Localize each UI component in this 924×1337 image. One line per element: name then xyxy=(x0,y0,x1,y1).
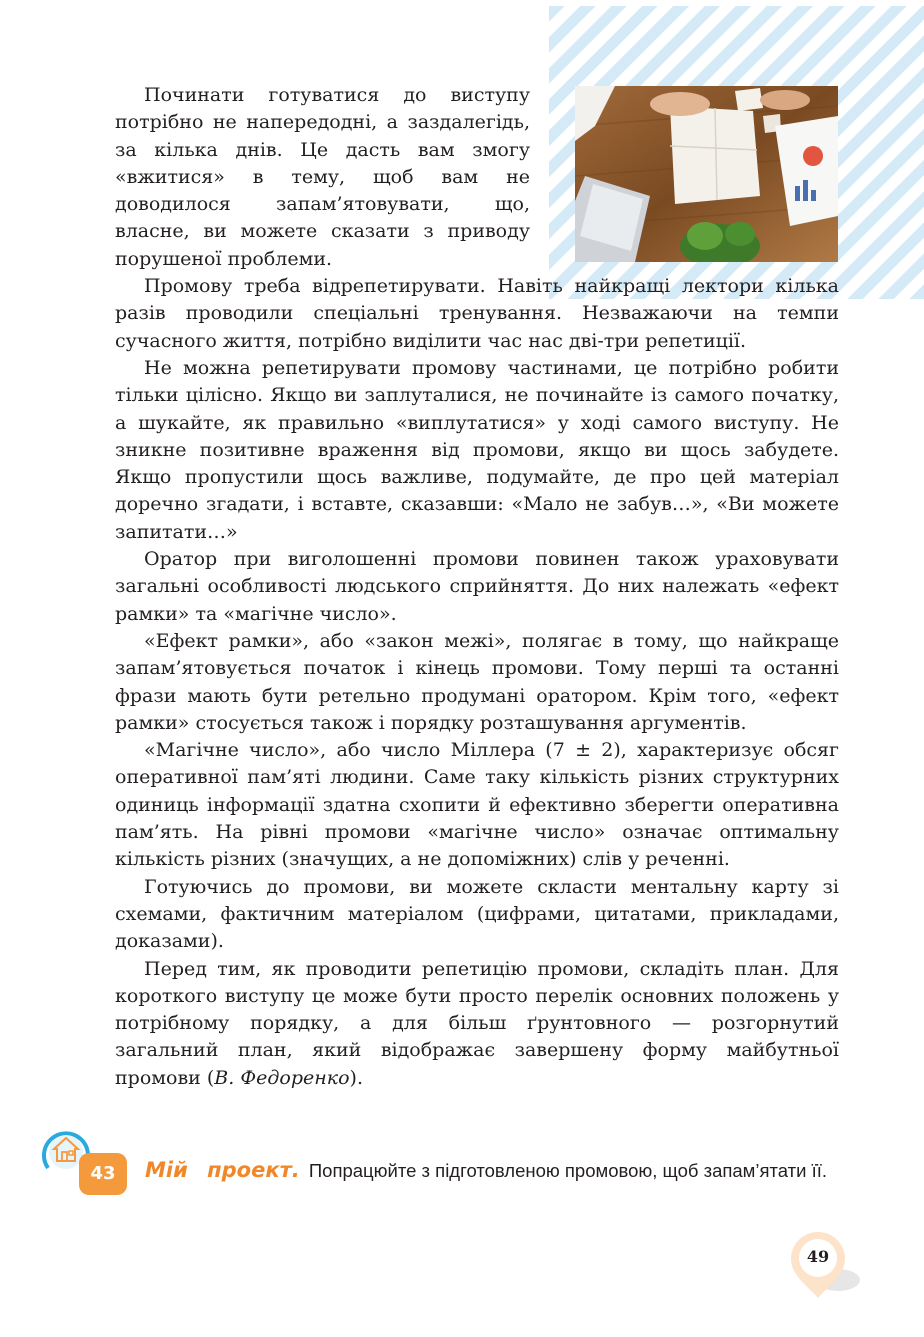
paragraph-text: Промову треба відрепетирувати. Навіть найкращі лектори кілька разів проводили спеціальні тренування. Незважаючи на темпи сучасного життя, потрібно виділити час нас дві-три репетиції. xyxy=(115,275,839,352)
paragraph xyxy=(115,956,839,1092)
paragraph: Не можна репетирувати промову частинами, це потрібно робити тільки цілісно. Якщо ви заплуталися, не починайте із самого початку, а шукайте, як правильно «виплутатися» у ході самого виступу. Не зникне позитивне враження від промови, якщо ви щось забудете. Якщо пропустили щось важливе, подумайте, де про цей матеріал доречно згадати, і вставте, сказавши: «Мало не забув…», «Ви можете запитати…» xyxy=(115,356,839,543)
paragraph-text: Перед тим, як проводити репетицію промови, складіть план. Для короткого виступу це може бути просто перелік основних положень у потрібному порядку, а для більш ґрунтовного — розгорнутий загальний план, який відображає завершену форму майбутньої промови ( xyxy=(115,957,839,1089)
project-description: Попрацюйте з підготовленою промовою, щоб запам’ятати її. xyxy=(308,1160,828,1181)
paragraph-end: ). xyxy=(349,1066,363,1089)
project-title: Мій проект. xyxy=(145,1158,300,1182)
paragraph: «Ефект рамки», або «закон межі», полягає в тому, що найкраще запам’ятовується початок і кінець промови. Тому перші та останні фрази мають бути ретельно продумані оратором. Крім того, «ефект рамки» стосується також і порядку розташування аргументів. xyxy=(115,629,839,734)
paragraph xyxy=(115,273,839,355)
paragraph: Починати готуватися до виступу потрібно не напередодні, а заздалегідь, за кілька днів. Це дасть вам змогу «вжитися» в тему, щоб вам не доводилося запам’ятовувати, що, власне, ви можете сказати з приводу порушеної проблеми. xyxy=(115,84,530,270)
project-task xyxy=(42,1128,842,1218)
paragraph: Оратор при виголошенні промови повинен також ураховувати загальні особливості людського сприйняття. До них належать «ефект рамки» та «магічне число». xyxy=(115,548,839,625)
page-number-marker xyxy=(788,1230,863,1310)
author-name: В. Федоренко xyxy=(214,1066,350,1089)
article-body xyxy=(115,82,839,1092)
page-number: 49 xyxy=(806,1247,830,1266)
paragraph: Готуючись до промови, ви можете скласти ментальну карту зі схемами, фактичним матеріалом (цифрами, цитатами, прикладами, доказами). xyxy=(115,875,839,953)
project-text xyxy=(145,1158,839,1183)
paragraph: «Магічне число», або число Міллера (7 ± 2), характеризує обсяг оперативної пам’яті людини. Саме таку кількість різних структурних одиниць інформації здатна схопити й ефективно зберегти оперативна пам’ять. На рівні промови «магічне число» означає оптимальну кількість різних (значущих, а не допоміжних) слів у реченні. xyxy=(115,739,839,871)
project-number-badge: 43 xyxy=(79,1153,127,1195)
